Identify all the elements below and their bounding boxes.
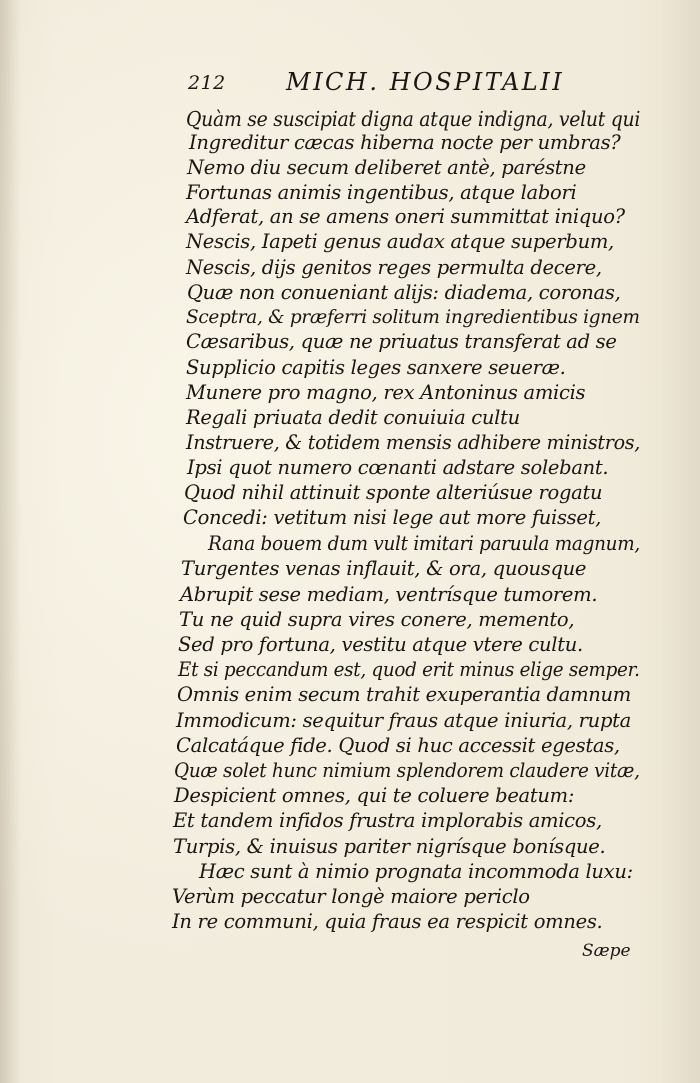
page-edge-shade xyxy=(660,0,700,1083)
verse-line: Sed pro fortuna, vestitu atque vtere cultu. xyxy=(178,633,583,656)
verse-line: Abrupit sese mediam, ventrísque tumorem. xyxy=(180,583,598,606)
verse-line: Nescis, Iapeti genus audax atque superbum, xyxy=(186,230,614,253)
verse-line: Adferat, an se amens oneri summittat iniquo? xyxy=(186,205,625,228)
verse-line: Instruere, & totidem mensis adhibere ministros, xyxy=(186,431,641,454)
verse-line: Quæ solet hunc nimium splendorem claudere vitæ, xyxy=(174,759,640,782)
verse-line: Quæ non conueniant alijs: diadema, coronas, xyxy=(187,281,621,304)
verse-line: Ipsi quot numero cœnanti adstare solebant. xyxy=(187,456,609,479)
verse-line: Rana bouem dum vult imitari paruula magnum, xyxy=(208,532,640,555)
verse-line: Tu ne quid supra vires conere, memento, xyxy=(179,608,575,631)
verse-line: Turgentes venas inflauit, & ora, quousque xyxy=(181,557,587,580)
verse-line: Munere pro magno, rex Antoninus amicis xyxy=(186,381,586,404)
running-head xyxy=(188,68,568,98)
verse-line: Turpis, & inuisus pariter nigrísque bonísque. xyxy=(173,835,606,858)
verse-line: Supplicio capitis leges sanxere seueræ. xyxy=(186,356,566,379)
verse-line: Hæc sunt à nimio prognata incommoda luxu: xyxy=(199,860,633,883)
verse-line: Et si peccandum est, quod erit minus elige semper. xyxy=(178,658,640,681)
verse-line: Verùm peccatur longè maiore periclo xyxy=(172,885,530,908)
verse-line: Immodicum: sequitur fraus atque iniuria, rupta xyxy=(176,709,631,732)
page-number: 212 xyxy=(188,72,226,94)
verse-line: Omnis enim secum trahit exuperantia damnum xyxy=(177,683,631,706)
running-title: MICH. HOSPITALII xyxy=(286,68,565,96)
verse-line: In re communi, quia fraus ea respicit omnes. xyxy=(172,910,603,933)
verse-line: Regali priuata dedit conuiuia cultu xyxy=(186,406,520,429)
catchword: Sæpe xyxy=(582,941,631,961)
verse-line: Quàm se suscipiat digna atque indigna, velut qui xyxy=(186,107,641,131)
verse-line: Nemo diu secum deliberet antè, paréstne xyxy=(187,156,586,179)
verse-line: Nescis, dijs genitos reges permulta decere, xyxy=(186,256,602,279)
verse-line: Calcatáque fide. Quod si huc accessit egestas, xyxy=(176,734,620,757)
verse-line: Quod nihil attinuit sponte alteriúsue rogatu xyxy=(184,481,603,504)
verse-line: Concedi: vetitum nisi lege aut more fuisset, xyxy=(183,506,602,529)
verse-line: Ingreditur cæcas hiberna nocte per umbras? xyxy=(189,131,621,154)
verse-line: Cæsaribus, quæ ne priuatus transferat ad se xyxy=(186,330,617,353)
verse-line: Et tandem infidos frustra implorabis amicos, xyxy=(173,809,602,832)
verse-line: Sceptra, & præferri solitum ingredientibus ignem xyxy=(186,306,640,328)
verse-line: Fortunas animis ingentibus, atque labori xyxy=(186,181,577,204)
verse-line: Despicient omnes, qui te coluere beatum: xyxy=(174,784,575,807)
gutter-shadow xyxy=(0,0,22,1083)
